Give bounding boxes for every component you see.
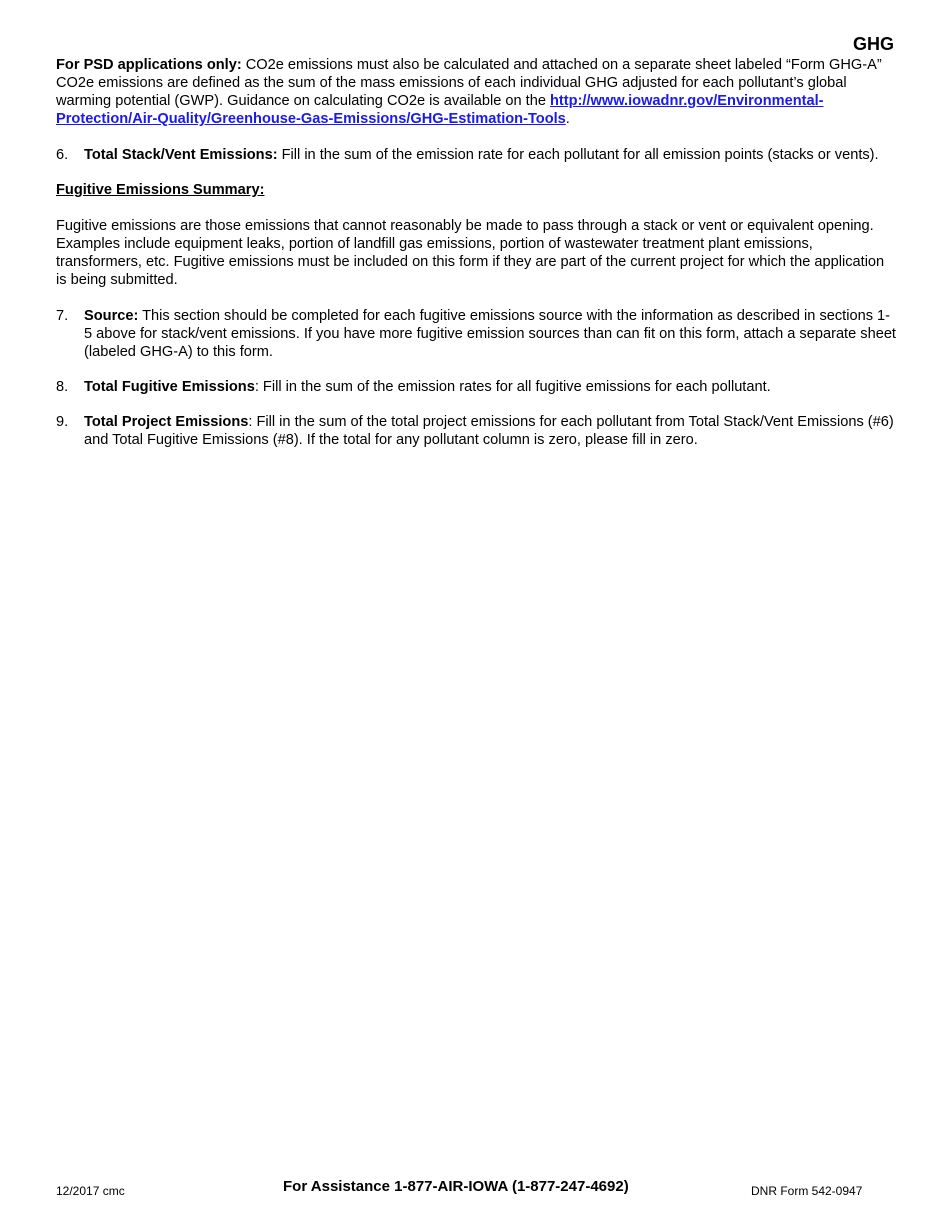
assistance-phone: For Assistance 1-877-AIR-IOWA (1-877-247-4692): [283, 1178, 629, 1195]
ghg-estimation-tools-link[interactable]: http://www.iowadnr.gov/Environmental-Protection/Air-Quality/Greenhouse-Gas-Emissions/GHG-Estimation-Tools: [56, 93, 824, 127]
instructions-body: [56, 56, 896, 466]
psd-text: CO2e emissions must also be calculated and attached on a separate sheet labeled “Form GHG-A” CO2e emissions are defined as the sum of the mass emissions of each individual GHG adjusted for each pollutant’s global warming potential (GWP). Guidance on calculating CO2e is available on the: [56, 57, 882, 109]
list-item-9: [56, 413, 896, 449]
list-lead: Source:: [84, 308, 139, 324]
list-lead: Total Fugitive Emissions: [84, 379, 255, 395]
list-number: 9.: [56, 414, 69, 430]
fugitive-heading: Fugitive Emissions Summary:: [56, 182, 265, 198]
form-number: DNR Form 542-0947: [751, 1184, 863, 1198]
list-text: [84, 146, 896, 164]
list-body: : Fill in the sum of the total project emissions for each pollutant from Total Stack/Vent Emissions (#6) and Total Fugitive Emissions (#8). If the total for any pollutant column is zero, please fill in zero.: [84, 414, 894, 448]
page-footer: [0, 1178, 950, 1198]
revision-date: 12/2017 cmc: [56, 1184, 125, 1198]
list-body: This section should be completed for each fugitive emissions source with the information as described in sections 1-5 above for stack/vent emissions. If you have more fugitive emission sources than can fit on this form, attach a separate sheet (labeled GHG-A) to this form.: [84, 308, 896, 360]
list-body: Fill in the sum of the emission rate for each pollutant for all emission points (stacks or vents).: [277, 147, 879, 163]
psd-lead: For PSD applications only:: [56, 57, 242, 73]
psd-paragraph: [56, 56, 896, 128]
list-text: [84, 378, 896, 396]
fugitive-paragraph: Fugitive emissions are those emissions that cannot reasonably be made to pass through a stack or vent or equivalent opening. Examples include equipment leaks, portion of landfill gas emissions, portion of wastewater treatment plant emissions, transformers, etc. Fugitive emissions must be included on this form if they are part of the current project for which the application is being submitted.: [56, 218, 885, 288]
list-number: 8.: [56, 379, 69, 395]
list-item-7: [56, 307, 896, 361]
list-text: [84, 413, 896, 449]
list-text: [84, 307, 896, 361]
page-code: GHG: [852, 34, 894, 54]
list-number: 7.: [56, 308, 69, 324]
list-lead: Total Stack/Vent Emissions:: [84, 147, 278, 163]
list-item-6: [56, 146, 896, 164]
list-item-8: [56, 378, 896, 396]
list-lead: Total Project Emissions: [84, 414, 249, 430]
list-number: 6.: [56, 147, 69, 163]
psd-trailing: .: [565, 111, 570, 127]
list-body: : Fill in the sum of the emission rates for all fugitive emissions for each pollutant.: [254, 379, 771, 395]
